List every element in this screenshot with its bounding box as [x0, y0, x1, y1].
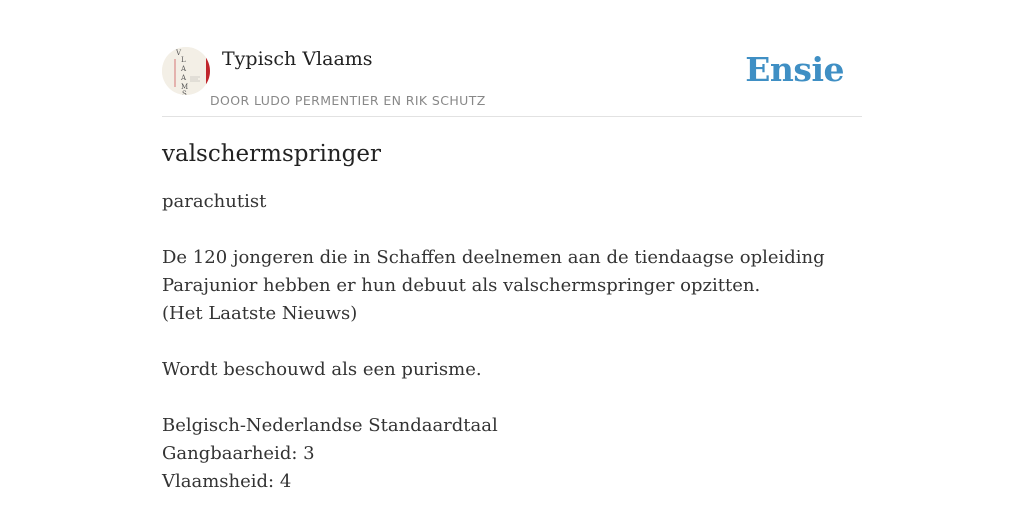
spacer: [162, 328, 862, 356]
example-line: De 120 jongeren die in Schaffen deelnemen aan de tiendaagse opleiding: [162, 247, 825, 268]
svg-text:L: L: [181, 56, 186, 64]
svg-text:A: A: [181, 74, 187, 82]
vlaamsheid-rating: Vlaamsheid: 4: [162, 471, 292, 492]
entry-note: Wordt beschouwd als een purisme.: [162, 359, 482, 380]
svg-text:A: A: [181, 65, 187, 73]
svg-text:M: M: [181, 83, 189, 91]
typisch-vlaams-logo-icon[interactable]: [162, 47, 210, 95]
entry-definition: parachutist: [162, 191, 267, 212]
site-header: [162, 44, 862, 117]
spacer: [162, 216, 862, 244]
entry-content: [162, 138, 862, 496]
entry-body: [162, 188, 862, 496]
svg-text:V: V: [176, 49, 182, 57]
logo-graphic: [162, 47, 210, 95]
example-line: Parajunior hebben er hun debuut als valschermspringer opzitten.: [162, 275, 761, 296]
language-variety: Belgisch-Nederlandse Standaardtaal: [162, 415, 498, 436]
authors-byline: DOOR LUDO PERMENTIER EN RIK SCHUTZ: [210, 93, 486, 108]
gangbaarheid-rating: Gangbaarheid: 3: [162, 443, 315, 464]
ensie-brand-logo[interactable]: Ensie: [745, 50, 844, 89]
dictionary-title[interactable]: Typisch Vlaams: [222, 48, 373, 70]
example-source: (Het Laatste Nieuws): [162, 303, 358, 324]
spacer: [162, 384, 862, 412]
entry-headword: valschermspringer: [162, 141, 381, 167]
svg-text:S: S: [182, 90, 187, 95]
